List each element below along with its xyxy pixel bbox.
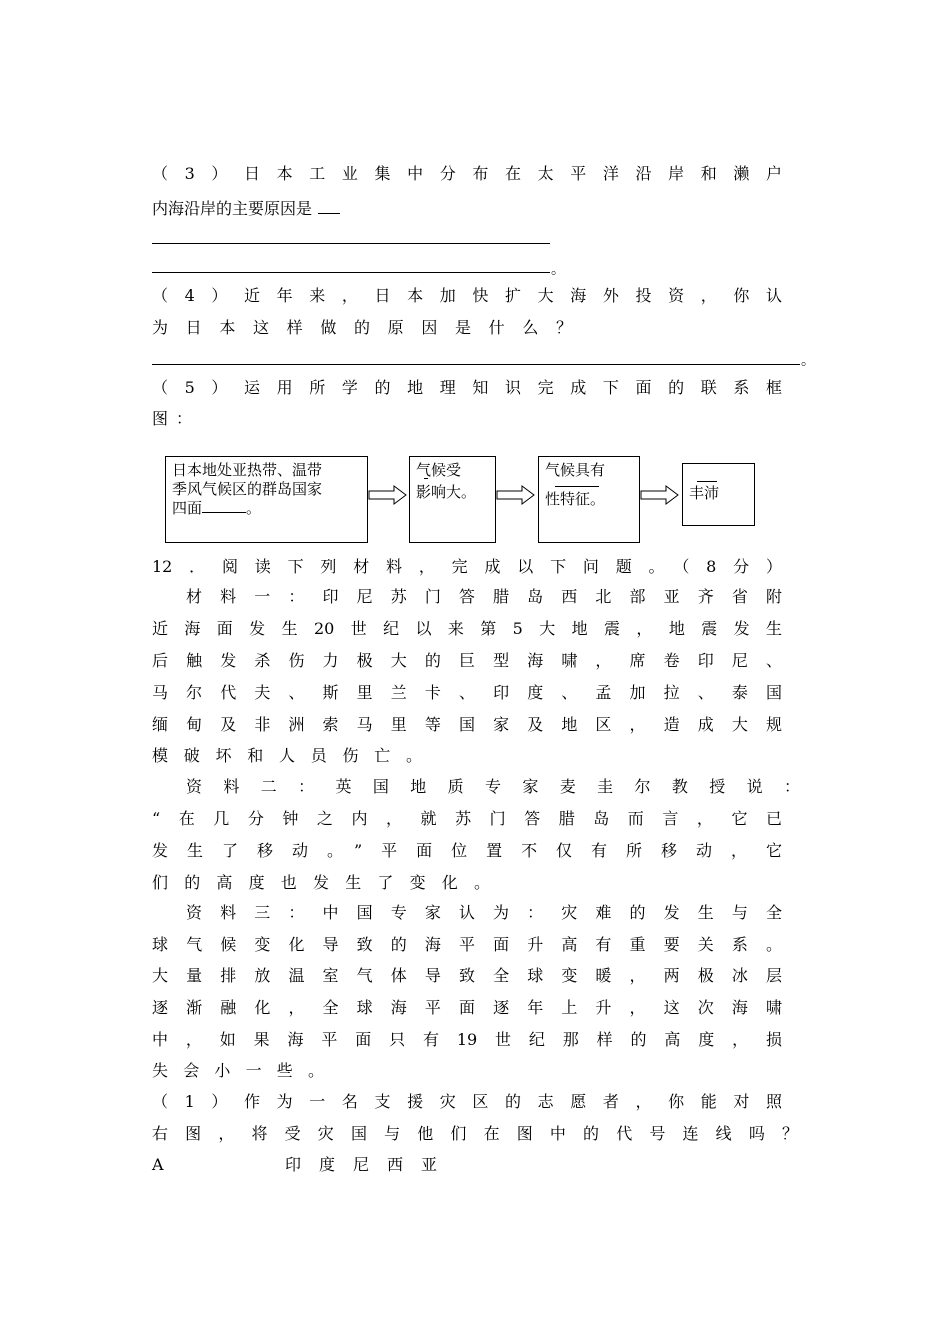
m3-line-5: 中，如果海平面只有19世纪那样的高度，损	[152, 1030, 782, 1049]
q3-answer-line-2	[152, 272, 550, 273]
flow-box-3-line-1: 气候具有	[545, 461, 606, 479]
m3-line-6: 失会小一些。	[152, 1061, 324, 1080]
m1-line-6: 模破坏和人员伤亡。	[152, 746, 422, 765]
flow-box-3	[538, 456, 640, 543]
q4-end-mark: 。	[801, 353, 815, 369]
m1-line-1: 材料一：印尼苏门答腊岛西北部亚齐省附	[186, 587, 782, 606]
flow-box-4	[682, 463, 755, 526]
m2-line-2: “在几分钟之内，就苏门答腊岛而言，它已	[152, 809, 782, 828]
m2-line-3: 发生了移动。”平面位置不仅有所移动，它	[152, 841, 782, 860]
flow-box-1-end: 。	[246, 499, 262, 517]
q4-line-1: （4）近年来，日本加快扩大海外投资，你认	[152, 286, 782, 305]
m1-line-2: 近海面发生20世纪以来第5大地震，地震发生	[152, 619, 782, 638]
sub1-line-2: 右图，将受灾国与他们在图中的代号连线吗？	[152, 1124, 798, 1143]
q3-line-1: （3）日本工业集中分布在太平洋沿岸和濑户	[152, 164, 782, 183]
flow-box-4-blank	[697, 481, 717, 482]
option-letter: A	[152, 1155, 164, 1174]
m2-line-1: 资料二：英国地质专家麦圭尔教授说：	[186, 777, 800, 796]
option-country: 印度尼西亚	[285, 1155, 437, 1174]
flow-box-4-line-1	[689, 484, 748, 503]
q3-blank-start	[318, 213, 340, 214]
q5-line-2: 图：	[152, 409, 192, 428]
flow-arrow-2	[496, 485, 536, 505]
m1-line-3: 后触发杀伤力极大的巨型海啸，席卷印尼、	[152, 651, 782, 670]
flow-arrow-1	[368, 485, 408, 505]
q4-line-2: 为日本这样做的原因是什么？	[152, 318, 572, 337]
m3-line-4: 逐渐融化，全球海平面逐年上升，这次海啸	[152, 998, 782, 1017]
q3-end-mark: 。	[551, 262, 565, 278]
m2-line-4: 们的高度也发生了变化。	[152, 873, 490, 892]
m3-line-3: 大量排放温室气体导致全球变暖，两极冰层	[152, 966, 782, 985]
flow-box-3-blank	[545, 480, 633, 490]
sub1-line-1: （1）作为一名支援灾区的志愿者，你能对照	[152, 1092, 782, 1111]
flow-box-1-line-1: 日本地处亚热带、温带	[172, 461, 323, 479]
flow-box-2-line-2: 影响大。	[416, 483, 477, 501]
q4-answer-line	[152, 364, 800, 365]
flow-box-4-text: 丰沛	[689, 484, 720, 502]
flow-box-2-line-1: 气候受	[416, 461, 462, 479]
q12-title: 12．阅读下列材料，完成以下问题。（8分）	[152, 557, 782, 576]
q3-line-2-text: 内海沿岸的主要原因是	[152, 199, 313, 218]
m3-line-2: 球气候变化导致的海平面升高有重要关系。	[152, 935, 782, 954]
flow-box-2	[409, 456, 496, 543]
m1-line-5: 缅甸及非洲索马里等国家及地区，造成大规	[152, 715, 782, 734]
flow-box-1-blank	[202, 512, 246, 513]
flow-box-3-line-2: 性特征。	[545, 490, 606, 508]
q5-line-1: （5）运用所学的地理知识完成下面的联系框	[152, 378, 782, 397]
flow-box-1-line-3-text: 四面	[172, 499, 203, 517]
flow-arrow-3	[640, 485, 680, 505]
flow-box-1	[165, 456, 368, 543]
flow-box-1-line-3	[172, 499, 361, 518]
q3-answer-line-1	[152, 243, 550, 244]
q3-line-2	[152, 199, 782, 219]
m3-line-1: 资料三：中国专家认为：灾难的发生与全	[186, 903, 782, 922]
flow-box-1-line-2: 季风气候区的群岛国家	[172, 480, 323, 498]
m1-line-4: 马尔代夫、斯里兰卡、印度、孟加拉、泰国	[152, 683, 782, 702]
